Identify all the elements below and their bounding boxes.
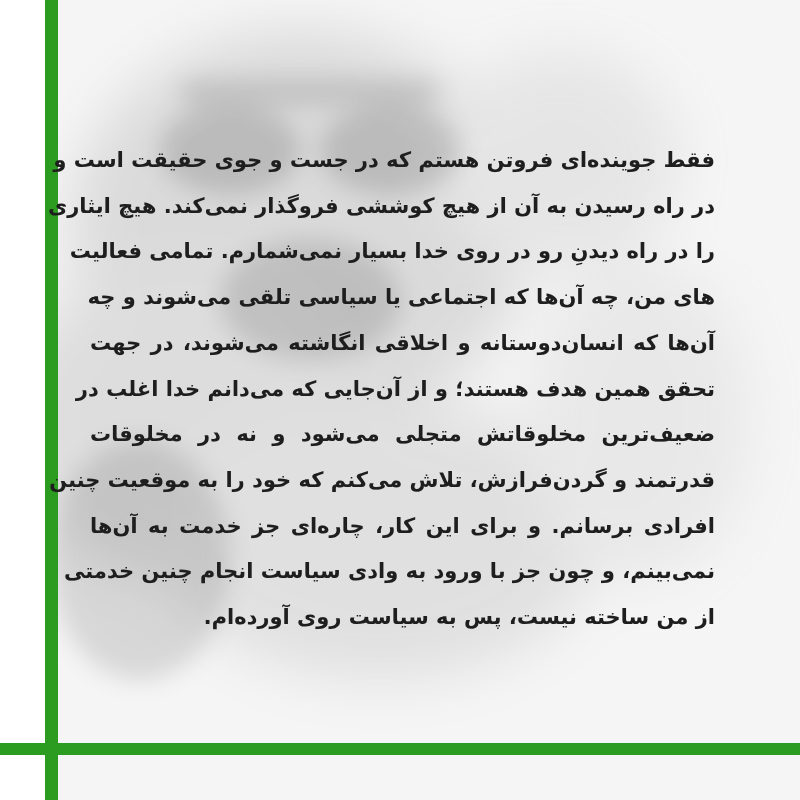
quote-line: فقط جوینده‌ای فروتن هستم که در جست و جوی حقیقت است و: [53, 148, 715, 172]
vertical-green-bar: [45, 0, 58, 800]
quote-line: تحقق همین هدف هستند؛ و از آن‌جایی که می‌دانم خدا اغلب در: [75, 376, 715, 401]
horizontal-green-bar: [0, 743, 800, 755]
quote-line: آن‌ها که انسان‌دوستانه و اخلاقی انگاشته می‌شوند، در جهت: [90, 330, 715, 355]
quote-line: های من، چه آن‌ها که اجتماعی یا سیاسی تلقی می‌شوند و چه: [87, 285, 715, 310]
quote-line: از من ساخته نیست، پس به سیاست روی آورده‌ام.: [203, 605, 715, 630]
quote-line: افرادی برسانم. و برای این کار، چاره‌ای جز خدمت به آن‌ها: [90, 513, 715, 538]
quote-line: را در راه دیدنِ رو در روی خدا بسیار نمی‌شمارم. تمامی فعالیت: [69, 239, 715, 264]
quote-line: در راه رسیدن به آن از هیچ کوششی فروگذار نمی‌کند. هیچ ایثاری: [47, 193, 715, 218]
quote-text: [47, 138, 715, 641]
quote-line: نمی‌بینم، و چون جز با ورود به وادی سیاست انجام چنین خدمتی: [64, 559, 715, 584]
quote-line: قدرتمند و گردن‌فرازش، تلاش می‌کنم که خود را به موقعیت چنین: [49, 467, 715, 492]
quote-line: ضعیف‌ترین مخلوقاتش متجلی می‌شود و نه در مخلوقات: [90, 422, 715, 447]
left-margin-band: [0, 0, 45, 800]
